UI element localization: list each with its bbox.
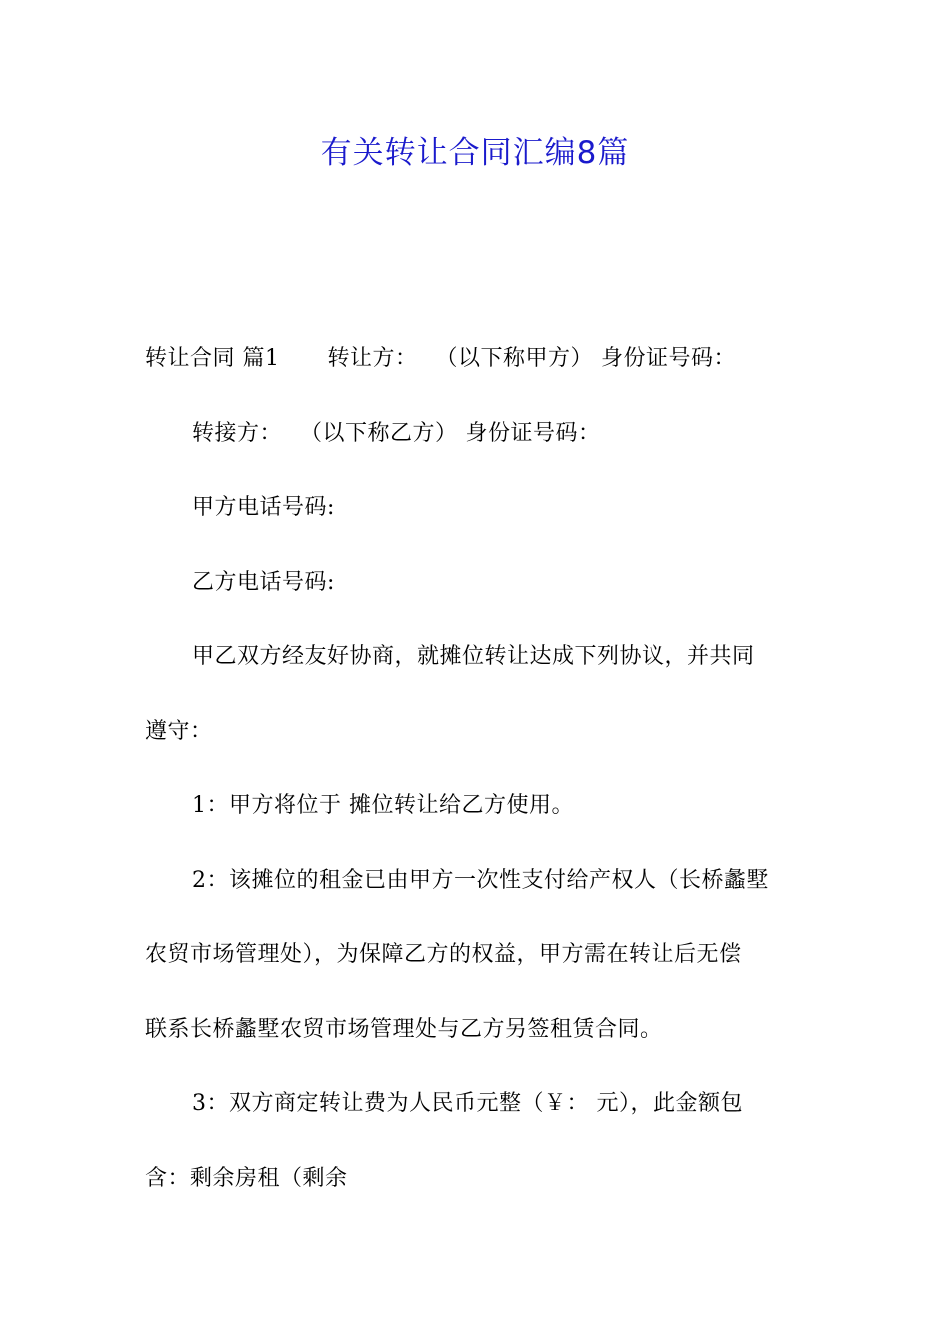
intro-paragraph-line-1: 甲乙双方经友好协商，就摊位转让达成下列协议，并共同 (192, 644, 755, 669)
party-a-id-label: 身份证号码： (601, 346, 737, 371)
clause-3-line-1: 3：双方商定转让费为人民币元整（￥： 元），此金额包 (192, 1091, 743, 1116)
document-body (145, 333, 810, 1227)
intro-paragraph-line-2: 遵守： (145, 718, 213, 744)
contract-heading: 转让合同 篇1 (145, 346, 280, 371)
contract-heading-line (145, 333, 810, 408)
transferee-line (145, 408, 810, 483)
party-b-id-label: 身份证号码： (465, 420, 601, 446)
transferor-label: 转让方： (327, 346, 418, 371)
clause-2-line-1: 2：该摊位的租金已由甲方一次性支付给产权人（长桥蠡墅 (192, 867, 769, 893)
transferee-label: 转接方： (192, 420, 283, 446)
document-title: 有关转让合同汇编8篇 (320, 135, 630, 171)
clause-3-line-2: 含：剩余房租（剩余 (145, 1165, 348, 1191)
party-a-alias: （以下称甲方） (435, 346, 594, 371)
party-b-alias: （以下称乙方） (300, 420, 458, 446)
clause-1: 1：甲方将位于 摊位转让给乙方使用。 (192, 793, 574, 818)
clause-2-line-2: 农贸市场管理处），为保障乙方的权益，甲方需在转让后无偿 (145, 942, 742, 967)
party-b-phone: 乙方电话号码: (192, 569, 335, 595)
clause-2-line-3: 联系长桥蠡墅农贸市场管理处与乙方另签租赁合同。 (145, 1016, 663, 1042)
party-a-phone: 甲方电话号码: (192, 495, 335, 520)
